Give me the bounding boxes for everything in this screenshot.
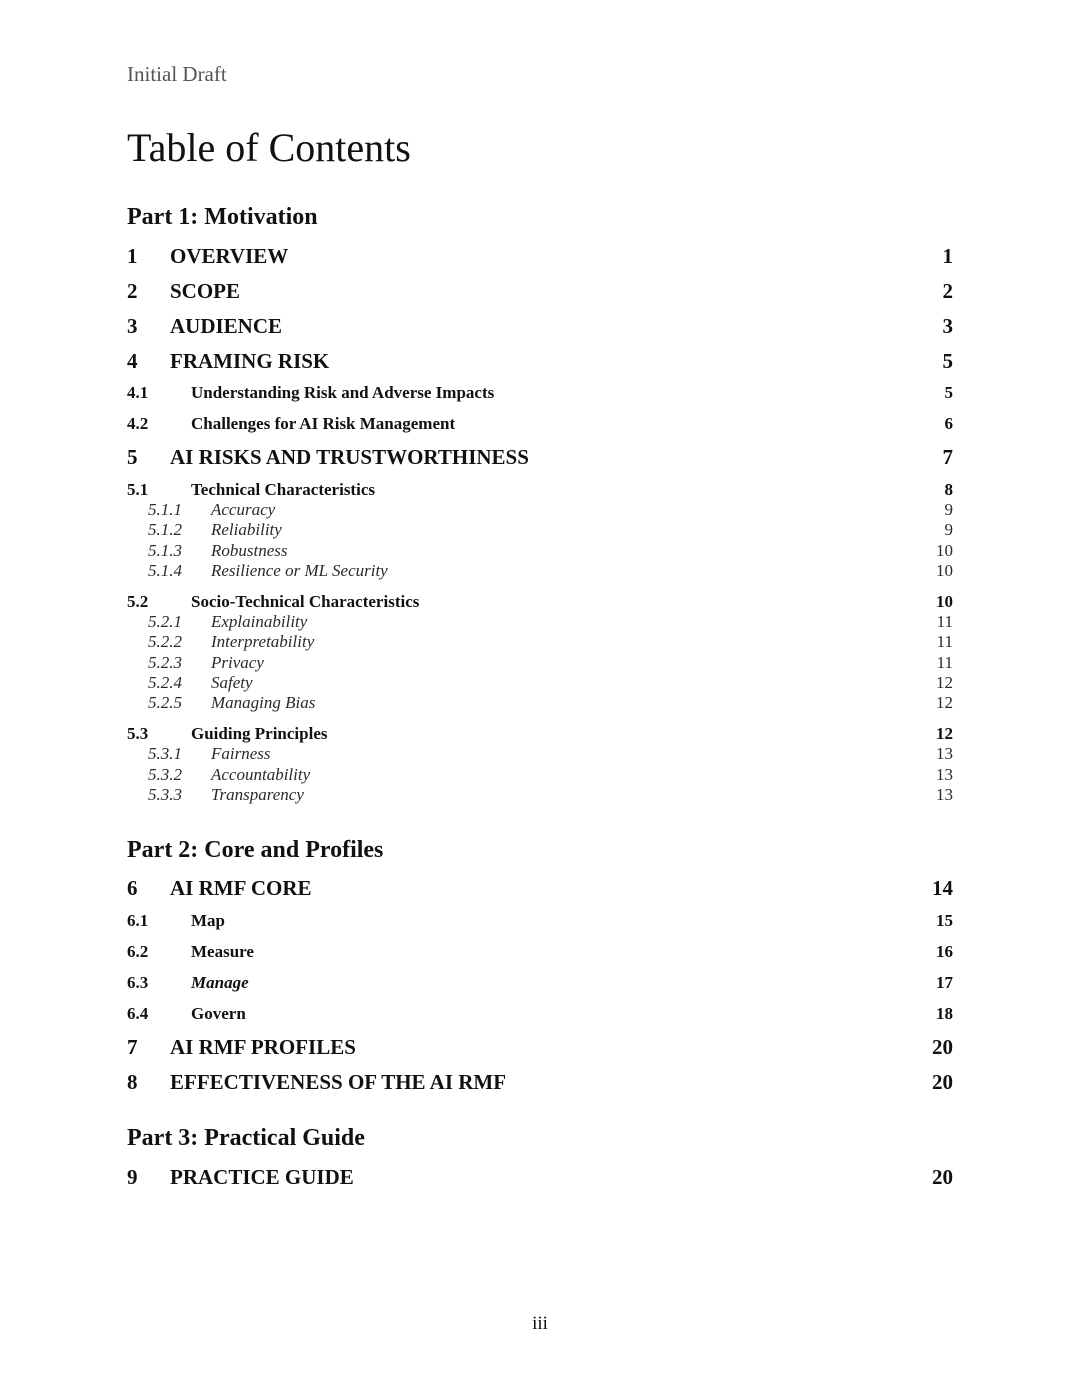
- entry-page: 20: [932, 1165, 953, 1189]
- entry-label: SCOPE: [170, 279, 241, 303]
- entry-label: FRAMING RISK: [170, 349, 330, 373]
- entry-label: Challenges for AI Risk Management: [191, 414, 456, 433]
- entry-page: 17: [936, 973, 953, 992]
- toc-subsubentry[interactable]: [127, 519, 953, 541]
- running-header: Initial Draft: [127, 62, 227, 86]
- toc-subentry[interactable]: [127, 591, 953, 613]
- entry-page: 1: [942, 244, 953, 268]
- entry-label: Robustness: [211, 541, 288, 560]
- entry-page: 10: [936, 592, 953, 611]
- toc-entry[interactable]: [127, 1036, 953, 1058]
- toc-subentry[interactable]: [127, 382, 953, 404]
- entry-label: Manage: [191, 973, 249, 992]
- entry-number: 6.1: [127, 911, 149, 930]
- entry-number: 4: [127, 349, 138, 373]
- page-number: iii: [532, 1313, 548, 1334]
- entry-number: 3: [127, 314, 138, 338]
- entry-label: Measure: [191, 942, 254, 961]
- toc-subentry[interactable]: [127, 413, 953, 435]
- entry-page: 11: [936, 612, 953, 631]
- entry-page: 5: [944, 383, 953, 402]
- entry-page: 8: [944, 480, 953, 499]
- entry-number: 5.2.3: [148, 653, 182, 672]
- entry-number: 5.1.2: [148, 520, 182, 539]
- entry-number: 5.2.5: [148, 693, 182, 712]
- toc-subsubentry[interactable]: [127, 611, 953, 633]
- entry-label: AUDIENCE: [170, 314, 283, 338]
- entry-label: Privacy: [211, 653, 264, 672]
- toc-subsubentry[interactable]: [127, 652, 953, 674]
- entry-page: 14: [932, 876, 953, 900]
- toc-entry[interactable]: [127, 1166, 953, 1188]
- entry-label: Managing Bias: [211, 693, 316, 712]
- entry-number: 6: [127, 876, 138, 900]
- entry-label: Explainability: [211, 612, 308, 631]
- entry-number: 5.2: [127, 592, 149, 611]
- entry-page: 9: [944, 520, 953, 539]
- toc-subentry[interactable]: [127, 479, 953, 501]
- entry-number: 1: [127, 244, 138, 268]
- toc-subsubentry[interactable]: [127, 499, 953, 521]
- entry-label: Map: [191, 911, 225, 930]
- entry-label: Safety: [211, 673, 253, 692]
- toc-entry[interactable]: [127, 446, 953, 468]
- entry-page: 7: [942, 445, 953, 469]
- entry-label: Resilience or ML Security: [211, 561, 388, 580]
- toc-subentry[interactable]: [127, 910, 953, 932]
- entry-label: Accuracy: [211, 500, 276, 519]
- toc-subsubentry[interactable]: [127, 540, 953, 562]
- entry-label: Socio-Technical Characteristics: [191, 592, 420, 611]
- toc-subsubentry[interactable]: [127, 672, 953, 694]
- toc-entry[interactable]: [127, 877, 953, 899]
- entry-label: Guiding Principles: [191, 724, 328, 743]
- part-heading-1: Part 1: Motivation: [127, 204, 318, 230]
- page-title: Table of Contents: [127, 125, 411, 170]
- entry-label: OVERVIEW: [170, 244, 289, 268]
- toc-entry[interactable]: [127, 350, 953, 372]
- toc-entry[interactable]: [127, 1071, 953, 1093]
- entry-page: 12: [936, 724, 953, 743]
- entry-label: Interpretability: [211, 632, 315, 651]
- entry-number: 5.1.3: [148, 541, 182, 560]
- entry-label: EFFECTIVENESS OF THE AI RMF: [170, 1070, 507, 1094]
- entry-number: 5.3.1: [148, 744, 182, 763]
- toc-subsubentry[interactable]: [127, 743, 953, 765]
- entry-number: 6.2: [127, 942, 149, 961]
- toc-subentry[interactable]: [127, 972, 953, 994]
- entry-number: 5.1.4: [148, 561, 182, 580]
- entry-number: 4.2: [127, 414, 149, 433]
- entry-page: 9: [944, 500, 953, 519]
- toc-subentry[interactable]: [127, 723, 953, 745]
- entry-number: 5.1: [127, 480, 149, 499]
- entry-number: 5.1.1: [148, 500, 182, 519]
- entry-label: AI RISKS AND TRUSTWORTHINESS: [170, 445, 529, 469]
- toc-entry[interactable]: [127, 245, 953, 267]
- entry-label: AI RMF CORE: [170, 876, 312, 900]
- part-heading-2: Part 2: Core and Profiles: [127, 837, 384, 863]
- entry-label: Fairness: [211, 744, 271, 763]
- entry-label: Understanding Risk and Adverse Impacts: [191, 383, 495, 402]
- entry-page: 11: [936, 632, 953, 651]
- entry-number: 6.4: [127, 1004, 149, 1023]
- entry-number: 7: [127, 1035, 138, 1059]
- entry-page: 20: [932, 1070, 953, 1094]
- toc-entry[interactable]: [127, 315, 953, 337]
- entry-label: Accountability: [211, 765, 311, 784]
- entry-number: 5.3: [127, 724, 149, 743]
- toc-subsubentry[interactable]: [127, 784, 953, 806]
- entry-number: 9: [127, 1165, 138, 1189]
- toc-subsubentry[interactable]: [127, 631, 953, 653]
- entry-number: 6.3: [127, 973, 149, 992]
- entry-page: 3: [942, 314, 953, 338]
- entry-page: 20: [932, 1035, 953, 1059]
- entry-page: 10: [936, 561, 953, 580]
- entry-number: 5.3.2: [148, 765, 182, 784]
- entry-page: 18: [936, 1004, 953, 1023]
- entry-page: 13: [936, 785, 953, 804]
- toc-subsubentry[interactable]: [127, 692, 953, 714]
- entry-label: Reliability: [211, 520, 282, 539]
- toc-subsubentry[interactable]: [127, 560, 953, 582]
- entry-label: Govern: [191, 1004, 246, 1023]
- entry-page: 13: [936, 765, 953, 784]
- entry-label: Transparency: [211, 785, 304, 804]
- entry-page: 12: [936, 673, 953, 692]
- toc-subsubentry[interactable]: [127, 764, 953, 786]
- entry-page: 2: [942, 279, 953, 303]
- entry-page: 6: [944, 414, 953, 433]
- entry-page: 15: [936, 911, 953, 930]
- part-heading-3: Part 3: Practical Guide: [127, 1125, 365, 1151]
- entry-number: 5.2.1: [148, 612, 182, 631]
- toc-subentry[interactable]: [127, 1003, 953, 1025]
- entry-page: 12: [936, 693, 953, 712]
- entry-number: 5.2.4: [148, 673, 182, 692]
- entry-page: 16: [936, 942, 953, 961]
- entry-page: 11: [936, 653, 953, 672]
- entry-label: Technical Characteristics: [191, 480, 375, 499]
- entry-label: AI RMF PROFILES: [170, 1035, 356, 1059]
- entry-page: 13: [936, 744, 953, 763]
- toc-subentry[interactable]: [127, 941, 953, 963]
- entry-number: 5.3.3: [148, 785, 182, 804]
- entry-number: 4.1: [127, 383, 149, 402]
- entry-number: 5: [127, 445, 138, 469]
- entry-label: PRACTICE GUIDE: [170, 1165, 354, 1189]
- entry-number: 2: [127, 279, 138, 303]
- entry-number: 5.2.2: [148, 632, 182, 651]
- toc-entry[interactable]: [127, 280, 953, 302]
- entry-page: 10: [936, 541, 953, 560]
- entry-page: 5: [942, 349, 953, 373]
- entry-number: 8: [127, 1070, 138, 1094]
